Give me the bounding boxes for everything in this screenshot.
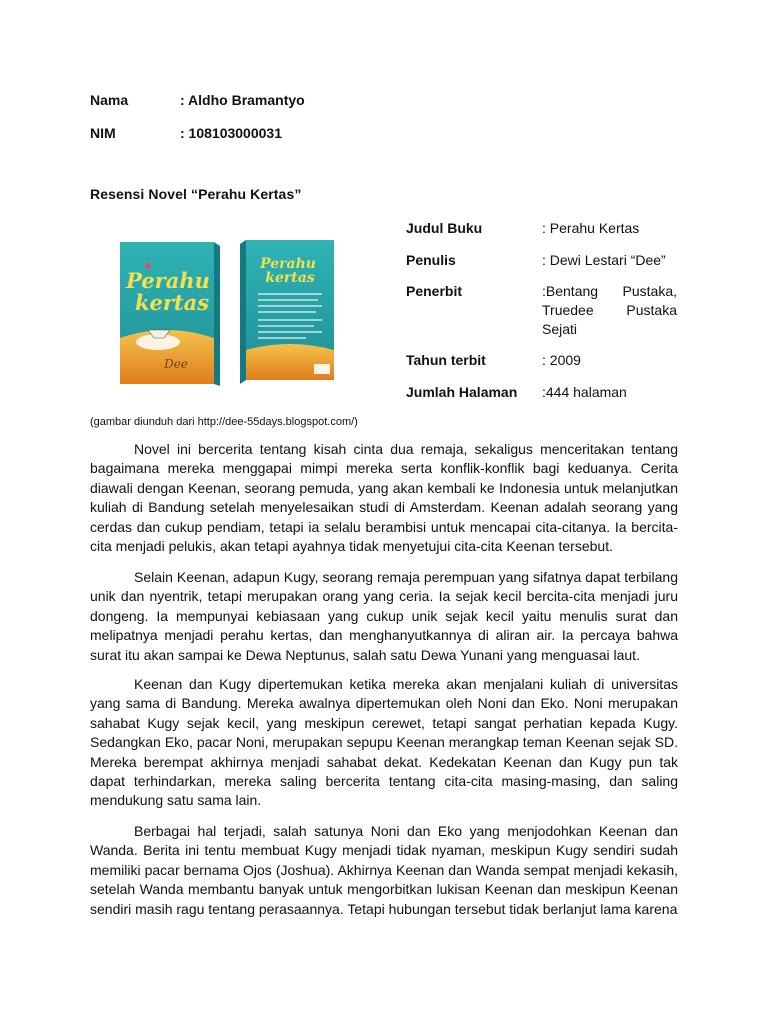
paragraph-1: Novel ini bercerita tentang kisah cinta dua remaja, sekaligus menceritakan tentang bagaimana mereka menggapai mimpi mereka serta konflik-konflik bagi keduanya. Cerita diawali dengan Keenan, seorang pemuda, yang akan kembali ke Indonesia untuk melanjutkan kuliah di Bandung setelah menyelesaikan studi di Amsterdam. Keenan adalah seorang yang cerdas dan cukup pendiam, tetapi ia selalu berambisi untuk mencapai cita-citanya. Ia bercita-cita menjadi pelukis, akan tetapi ayahnya tidak menyetujui cita-cita Keenan tersebut.: [90, 441, 678, 555]
nim-label: NIM: [90, 125, 116, 141]
judul-label: Judul Buku: [406, 220, 483, 236]
front-cover-author: Dee: [164, 357, 188, 371]
tahun-label: Tahun terbit: [406, 352, 486, 368]
nim-value: : 108103000031: [180, 125, 282, 141]
penerbit-line-3: Sejati: [542, 321, 578, 337]
paragraph-3: Keenan dan Kugy dipertemukan ketika mereka akan menjalani kuliah di universitas yang sama di Bandung. Mereka awalnya dipertemukan oleh Noni dan Eko. Noni merupakan sahabat Kugy sejak kecil, yang meskipun cerewet, tetapi sangat perhatian kepada Kugy. Sedangkan Eko, pacar Noni, merupakan sepupu Keenan merangkap teman Keenan sejak SD. Mereka berempat akhirnya menjadi sahabat dekat. Kedekatan Keenan dan Kugy pun tak dapat terhindarkan, mereka saling bercerita tentang cita-cita masing-masing, dan saling mendukung satu sama lain.: [90, 676, 678, 809]
front-cover: [120, 242, 220, 386]
back-cover: [240, 240, 334, 384]
front-cover-title-line2: kertas: [134, 290, 210, 315]
image-caption: (gambar diunduh dari http://dee-55days.blogspot.com/): [90, 416, 358, 428]
nama-label: Nama: [90, 92, 129, 108]
tahun-value: : 2009: [542, 352, 581, 368]
paragraph-2: Selain Keenan, adapun Kugy, seorang remaja perempuan yang sifatnya dapat terbilang unik dan nyentrik, tetapi merupakan orang yang ceria. Ia sejak kecil bercita-cita menjadi juru dongeng. Ia mempunyai kebiasaan yang cukup unik sejak kecil yaitu menulis surat dan melipatnya menjadi perahu kertas, dan menghanyutkannya di aliran air. Ia percaya bahwa surat itu akan sampai ke Dewa Neptunus, salah satu Dewa Yunani yang menguasai laut.: [90, 569, 678, 663]
back-cover-title-line1: Perahu: [260, 256, 316, 272]
penerbit-label: Penerbit: [406, 283, 463, 299]
penulis-value: : Dewi Lestari “Dee”: [542, 252, 666, 268]
book-cover-image: [118, 238, 338, 388]
penulis-label: Penulis: [406, 252, 456, 268]
front-cover-title-line1: Perahu: [126, 268, 210, 293]
halaman-label: Jumlah Halaman: [406, 384, 518, 400]
halaman-value: :444 halaman: [542, 384, 627, 400]
penerbit-line-1: :Bentang Pustaka,: [542, 283, 677, 299]
judul-value: : Perahu Kertas: [542, 220, 640, 236]
nama-value: : Aldho Bramantyo: [180, 92, 305, 108]
penerbit-line-2: Truedee Pustaka: [542, 302, 677, 318]
paragraph-4: Berbagai hal terjadi, salah satunya Noni dan Eko yang menjodohkan Keenan dan Wanda. Berita ini tentu membuat Kugy menjadi tidak nyaman, meskipun Kugy sendiri sudah memiliki pacar bernama Ojos (Joshua). Akhirnya Keenan dan Wanda sempat menjadi kekasih, setelah Wanda membantu banyak untuk mengorbitkan lukisan Keenan dan meskipun Keenan sendiri masih ragu tentang perasaannya. Tetapi hubungan tersebut tidak berlanjut lama karena: [90, 823, 678, 917]
penerbit-value: [542, 282, 677, 339]
back-cover-title-line2: kertas: [265, 270, 315, 286]
review-heading: Resensi Novel “Perahu Kertas”: [90, 186, 302, 202]
